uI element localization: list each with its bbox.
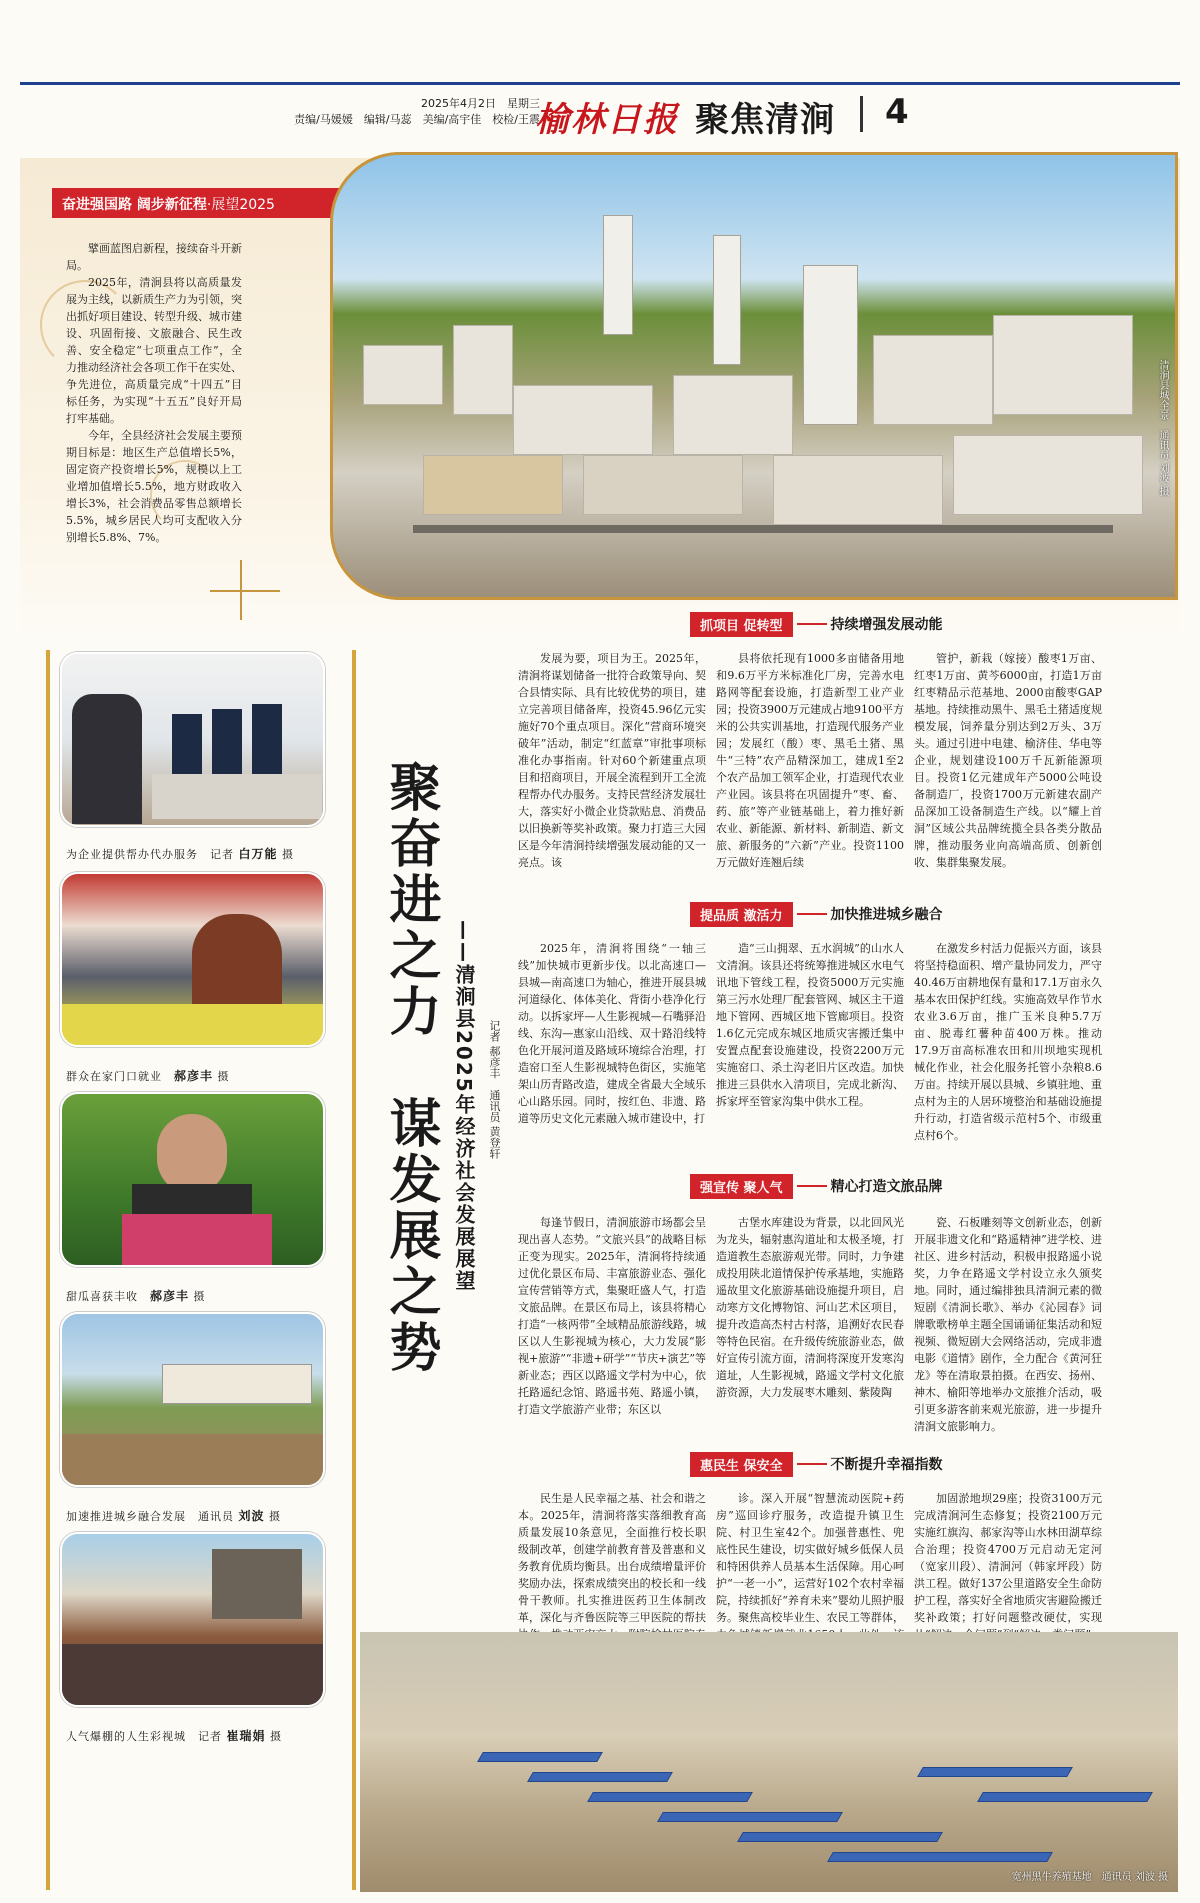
section-tag: 惠民生 保安全 — [690, 1452, 793, 1477]
campaign-banner — [52, 188, 364, 218]
section-heading — [690, 1174, 943, 1198]
section-title: 加快推进城乡融合 — [830, 907, 943, 923]
article-column: 瓷、石板雕刻等文创新业态，创新开展非遗文化和“路遥精神”进学校、进社区、进乡村活动，积极申报路遥小说奖，力争在路遥文学村设立永久颁奖地。同时，通过编排独具清涧元素的微短剧《清涧长歌》、举办《沁园春》词牌歌歌榜单主题全国诵诵征集活动和短视频、微短剧大会网络活动，完成非遗电影《道情》剧作，全力配合《黄河狂龙》等在清取景拍摄。在西安、扬州、神木、榆阳等地举办文旅推介活动，吸引更多游客前来观光旅游，进一步提升清涧文旅影响力。 — [914, 1216, 1102, 1433]
photo-caption: 群众在家门口就业 郝彦丰 摄 — [66, 1069, 230, 1083]
workshop-employment-photo — [60, 872, 325, 1047]
article-column: 造“三山拥翠、五水润城”的山水人文清涧。该县还将统筹推进城区水电气讯地下管线工程，投资5000万元实施第三污水处理厂配套管网、城区主干道地下管网、西城区地下管廊项目。投资1.6亿元完成东城区地质灾害搬迁集中安置点配套设施建设，投资2200万元实施窑口、杀土沟老旧片区改造。加快推进三县供水入清项目，完成北新沟、拆家坪至管家沟集中供水工程。 — [716, 942, 904, 1108]
county-panorama-photo — [330, 152, 1178, 600]
melon-harvest-photo — [60, 1092, 325, 1267]
section-heading — [690, 612, 943, 636]
photo-caption: 加速推进城乡融合发展 通讯员 刘波 摄 — [66, 1509, 282, 1523]
sub-headline: ——清涧县2025年经济社会发展展望 — [452, 920, 476, 1292]
editors-line: 责编/马媛媛 编辑/马蕊 美编/高宇佳 校检/王震 — [294, 113, 540, 126]
intro-paragraph: 擘画蓝图启新程，接续奋斗开新局。 — [66, 242, 242, 272]
decorative-line — [210, 590, 280, 592]
section-heading — [690, 902, 943, 926]
article-column: 2025年，清涧将围绕“一轴三线”加快城市更新步伐。以北高速口—县城—南高速口为轴心，推进开展县城河道绿化、体体美化、背街小巷净化行动。以拆家坪—人生影视城—石嘴驿沿线、东沟—惠家山沿线、双十路沿线特色化开展河道及路域环境综合治理，打造窑口至人生影视城特色街区，实施笔架山历青路改造，建成全省最大全域乐心山路乐园。同时，按红色、非遗、路道等历史文化元素融入城市建设中，打 — [518, 942, 706, 1125]
film-city-crowd-photo — [60, 1532, 325, 1707]
article-column: 每逢节假日，清涧旅游市场都会呈现出喜人态势。“文旅兴县”的战略目标正变为现实。2025年，清涧将持续通过优化景区布局、丰富旅游业态、强化宣传营销等方式，集聚旺盛人气，打造文旅品牌。在景区布局上，该县将精心打造“一核两带”全域精品旅游线路，城区以人生影视城为核心，大力发展“影视+旅游”“非遗+研学”“节庆+演艺”等新业态；西区以路遥文学村为中心，依托路遥纪念馆、路遥书苑、路遥小镇，打造文学旅游产业带；东区以 — [518, 1216, 706, 1416]
article-column: 管护，新栽（嫁接）酸枣1万亩、红枣1万亩、黄芩6000亩，打造1万亩红枣精品示范基地、2000亩酸枣GAP基地。持续推动黑牛、黑毛土猪适度规模发展，饲养量分别达到2万头、3万头。通过引进中电建、榆济佳、华电等企业，规划建设100万千瓦新能源项目。投资1亿元建成年产5000公吨设备制造厂，投资1700万元新建农副产品深加工设备制造生产线。以“耀上首洞”区域公共品牌统揽全县各类分散品牌，推动服务业向高端高质、创新创收、集群集聚发展。 — [914, 652, 1102, 869]
decorative-line — [240, 560, 242, 620]
intro-text — [66, 240, 242, 546]
section-title: 持续增强发展动能 — [830, 617, 943, 633]
article-column: 加固淤地坝29座；投资3100万元完成清涧河生态修复；投资2100万元实施红旗沟、郝家沟等山水林田湖草综合治理；投资4700万元启动无定河（宽家川段）、清涧河（韩家坪段）防洪工程。做好137公里道路安全生命防护工程，落实好全省地质灾害避险搬迁奖补政策；打好问题整改硬仗，实现 — [914, 1492, 1102, 1624]
section-title: 精心打造文旅品牌 — [830, 1179, 943, 1195]
section-title: 不断提升幸福指数 — [830, 1457, 943, 1473]
article-column: 民生是人民幸福之基、社会和谐之本。2025年，清涧将落实落细教育高质量发展10条意见，全面推行校长职级制改革，创建学前教育普及普惠和义务教育优质均衡县。出台成绩增量评价奖励办法，探索成绩突出的校长和一线骨干教师。扎实推进医药卫生体制改革，深化与齐鲁医院等三甲医院的帮扶 — [518, 1492, 706, 1624]
page-number: 4 — [885, 92, 909, 132]
section-tag: 强宣传 聚人气 — [690, 1174, 793, 1199]
paper-name-logo: 榆林日报 — [535, 100, 679, 140]
article-column: 县将依托现有1000多亩储备用地和9.6万平方米标准化厂房，完善水电路网等配套设施，打造新型工业产业园；投资3900万元建成占地9100平方米的公共实训基地，打造现代服务产业园；发展红（酸）枣、黑毛土猪、黑牛“三特”农产品精深加工，建成1至2个农产品加工领军企业，打造现代农业产业园。该县将在巩固提升“枣、畜、药、旅”等产业链基础上，着力推好新农业、新能源、新材料、新制造、新文旅、新服务的“六新”产业。投资1100万元做好连翘后续 — [716, 652, 904, 869]
banner-main: 奋进强国路 阔步新征程 — [62, 197, 207, 213]
section-tag: 提品质 激活力 — [690, 902, 793, 927]
article-column: 发展为要，项目为王。2025年，清涧将谋划储备一批符合政策导向、契合县情实际、具有比较优势的项目，建立完善项目储备库，投资45.96亿元实施好70个重点项目。深化“营商环境突破年”活动，制定“红蓝章”审批事项标准化办事指南。针对60个新建重点项目和招商项目，开展全流程到开工全流程帮办代办服务。支持民营经济发展壮大，落实好小微企业贷款贴息、消费品以旧换新等奖补政策。聚力打造三大园区是今年清涧持续增强发展动能的又一亮点。该 — [518, 652, 706, 869]
banner-sub: ·展望2025 — [206, 197, 275, 213]
photo-caption: 为企业提供帮办代办服务 记者 白万能 摄 — [66, 847, 295, 861]
photo-caption: 甜瓜喜获丰收 郝彦丰 摄 — [66, 1289, 206, 1303]
service-hall-photo — [60, 652, 325, 827]
article-column: 诊。深入开展“智慧流动医院+药房”巡回诊疗服务，改造提升镇卫生院、村卫生室42个。加强普惠性、兜底性民生建设，切实做好城乡低保人员和特困供养人员基本生活保障。用心呵护“一老一小”，运营好102个农村幸福院，持续抓好“养育未来”婴幼儿照护服务。聚焦高校毕业生、农民工等群体， — [716, 1492, 904, 1624]
main-headline: 聚奋进之力 谋发展之势 — [380, 760, 440, 1376]
section-name: 聚焦清涧 — [695, 100, 835, 140]
hero-photo-caption: 清涧县城全景 通讯员 刘波 摄 — [1157, 360, 1168, 497]
article-column: 在激发乡村活力促振兴方面，该县将坚持稳面积、增产量协同发力，严守40.46万亩耕地保有量和17.1万亩永久基本农田保护红线。实施高效早作节水农业3.6万亩，推广玉米良种5.7万亩、脱毒红薯种苗400万株。推动17.9万亩高标准农田和川坝地实现机械化作业，社会化服务托管小杂粮8.6万亩。持续开展以县城、乡镇驻地、重点村为主的人居环境整治和基础设施提升行动，打造省级示范村5个、市级重点村6个。 — [914, 942, 1102, 1142]
intro-paragraph: 2025年，清涧县将以高质量发展为主线，以新质生产力为引领，突出抓好项目建设、转型升级、城市建设、巩固衔接、文旅融合、民生改善、安全稳定“七项重点工作”，全力推动经济社会各项工作干在实处、争先进位，高质量完成“十四五”目标任务，为实现“十五五”良好开局打牢基础。 — [66, 276, 242, 425]
header-separator — [860, 96, 863, 132]
bottom-photo-caption: 宽州黑牛养殖基地 通讯员 刘波 摄 — [1011, 1872, 1168, 1883]
cattle-farm-aerial-photo — [360, 1632, 1178, 1892]
article-column: 古堡水库建设为背景，以北回风光为龙头，辐射惠沟道址和太极圣境，打造道教生态旅游观光带。同时，力争建成投用陕北道情保护传承基地，实施路遥故里文化旅游基础设施提升项目，启动寒方文化博物馆、河山艺术区项目，提升改造高杰村古村落，追溯好农民春等特色民宿。在升级传统旅游业态，做好宣传引流方面，清涧将深度开发寒沟道址，人生影视城，路遥文学村文化旅游资源，大力发展枣木雕刻、紫陵陶 — [716, 1216, 904, 1399]
top-rule — [20, 82, 1180, 85]
date-line: 2025年4月2日 星期三 — [421, 97, 540, 110]
section-tag: 抓项目 促转型 — [690, 612, 793, 637]
rural-village-photo — [60, 1312, 325, 1487]
section-heading — [690, 1452, 943, 1476]
photo-caption: 人气爆棚的人生彩视城 记者 崔瑞娟 摄 — [66, 1729, 283, 1743]
header-meta — [294, 96, 540, 128]
intro-paragraph: 今年，全县经济社会发展主要预期目标是：地区生产总值增长5%，固定资产投资增长5%，规模以上工业增加值增长5.5%，地方财政收入增长3%，社会消费品零售总额增长5.5%，城乡居民人均可支配收入分别增长5.8%、7%。 — [66, 429, 242, 544]
byline: 记者 郝彦丰 通讯员 黄登轩 — [488, 1020, 501, 1159]
